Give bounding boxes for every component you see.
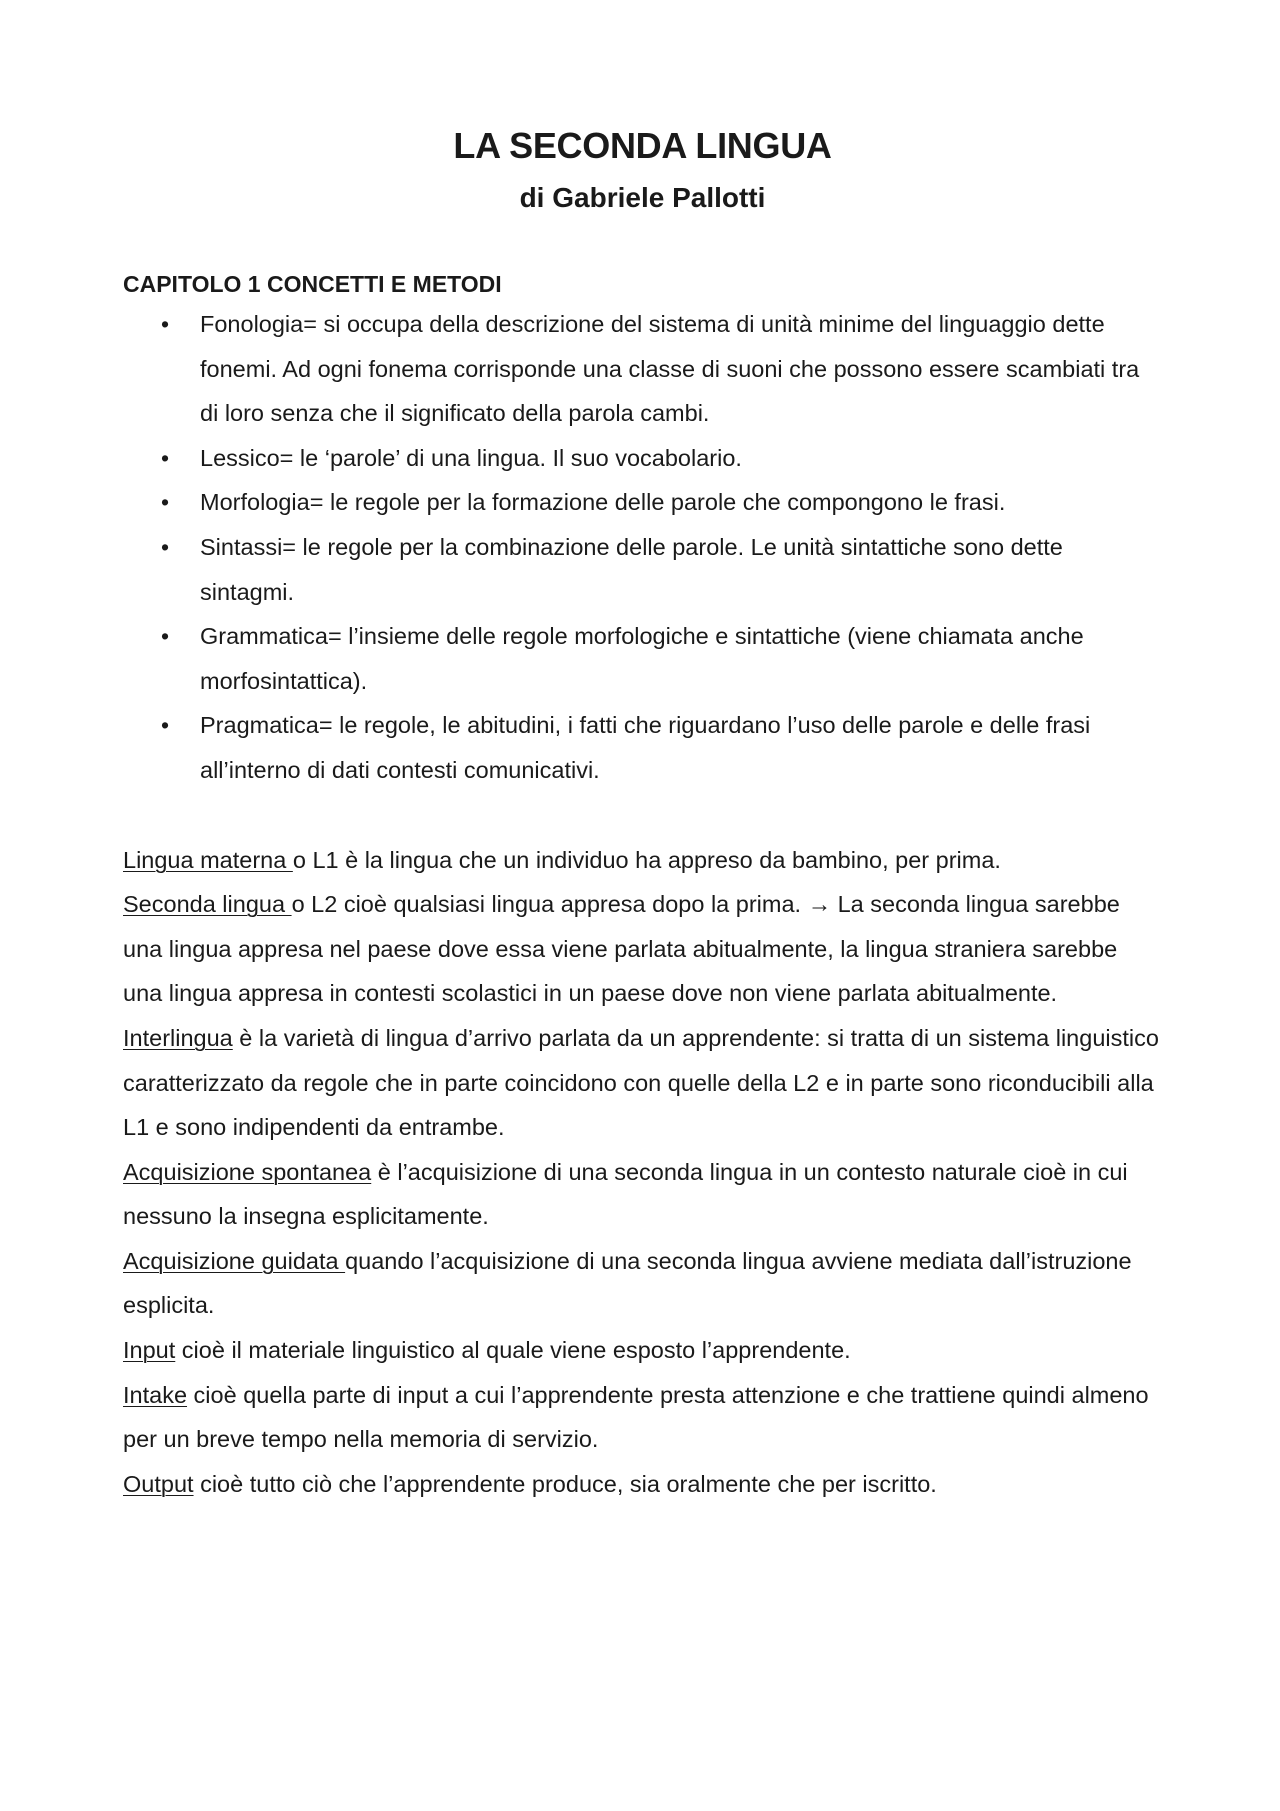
bullet-icon: • bbox=[161, 712, 170, 739]
concepts-list bbox=[123, 302, 1162, 793]
list-item bbox=[123, 703, 1162, 792]
definition-text: cioè il materiale linguistico al quale viene esposto l’apprendente. bbox=[175, 1337, 851, 1364]
definition-term: Output bbox=[123, 1470, 194, 1497]
definition-text: o L2 cioè qualsiasi lingua appresa dopo la prima. → La seconda lingua sarebbe una lingua appresa nel paese dove essa viene parlata abitualmente, la lingua straniera sarebbe una lingua appresa in contesti scolastici in un paese dove non viene parlata abitualmente. bbox=[123, 891, 1120, 1007]
definition-term: Input bbox=[123, 1337, 176, 1364]
list-item-text: Fonologia= si occupa della descrizione del sistema di unità minime del linguaggio dette fonemi. Ad ogni fonema corrisponde una classe di suoni che possono essere scambiati tra di loro senza che il significato della parola cambi. bbox=[200, 311, 1140, 427]
definition-output bbox=[123, 1462, 1162, 1507]
list-item-text: Morfologia= le regole per la formazione delle parole che compongono le frasi. bbox=[200, 489, 1006, 516]
bullet-icon: • bbox=[161, 444, 170, 471]
definition-interlingua bbox=[123, 1016, 1162, 1150]
definition-text: è l’acquisizione di una seconda lingua in un contesto naturale cioè in cui nessuno la insegna esplicitamente. bbox=[123, 1158, 1128, 1230]
definition-term: Acquisizione guidata bbox=[123, 1247, 346, 1274]
definition-input bbox=[123, 1328, 1162, 1373]
document-author: di Gabriele Pallotti bbox=[519, 182, 766, 213]
list-item bbox=[123, 614, 1162, 703]
definition-text: cioè quella parte di input a cui l’apprendente presta attenzione e che trattiene quindi almeno per un breve tempo nella memoria di servizio. bbox=[123, 1381, 1149, 1453]
bullet-icon: • bbox=[161, 623, 170, 650]
definition-term: Intake bbox=[123, 1381, 188, 1408]
list-item bbox=[123, 525, 1162, 614]
definition-seconda-lingua bbox=[123, 882, 1162, 1016]
definition-term: Acquisizione spontanea bbox=[123, 1158, 372, 1185]
list-item bbox=[123, 436, 1162, 481]
definition-lingua-materna bbox=[123, 838, 1162, 883]
definition-term: Lingua materna bbox=[123, 846, 293, 873]
definition-term: Interlingua bbox=[123, 1024, 233, 1051]
definition-acquisizione-guidata bbox=[123, 1239, 1162, 1328]
definition-intake bbox=[123, 1373, 1162, 1462]
definition-term: Seconda lingua bbox=[123, 891, 292, 918]
list-item-text: Grammatica= l’insieme delle regole morfologiche e sintattiche (viene chiamata anche morfosintattica). bbox=[200, 623, 1084, 694]
definition-text: cioè tutto ciò che l’apprendente produce, sia oralmente che per iscritto. bbox=[193, 1470, 937, 1497]
definitions-section bbox=[123, 838, 1162, 1507]
bullet-icon: • bbox=[161, 533, 170, 560]
list-item-text: Pragmatica= le regole, le abitudini, i fatti che riguardano l’uso delle parole e delle frasi all’interno di dati contesti comunicativi. bbox=[200, 712, 1091, 783]
list-item bbox=[123, 480, 1162, 525]
definition-text: quando l’acquisizione di una seconda lingua avviene mediata dall’istruzione esplicita. bbox=[123, 1247, 1132, 1319]
definition-text: o L1 è la lingua che un individuo ha appreso da bambino, per prima. bbox=[292, 846, 1001, 873]
chapter-heading: CAPITOLO 1 CONCETTI E METODI bbox=[123, 271, 502, 297]
bullet-icon: • bbox=[161, 311, 170, 337]
list-item-text: Sintassi= le regole per la combinazione delle parole. Le unità sintattiche sono dette sintagmi. bbox=[200, 533, 1063, 605]
definition-acquisizione-spontanea bbox=[123, 1150, 1162, 1239]
bullet-icon: • bbox=[161, 489, 170, 516]
list-item-text: Lessico= le ‘parole’ di una lingua. Il suo vocabolario. bbox=[200, 444, 742, 471]
list-item bbox=[123, 302, 1162, 436]
document-title: LA SECONDA LINGUA bbox=[453, 125, 832, 166]
definition-text: è la varietà di lingua d’arrivo parlata da un apprendente: si tratta di un sistema linguistico caratterizzato da regole che in parte coincidono con quelle della L2 e in parte sono riconducibili alla L1 e sono indipendenti da entrambe. bbox=[123, 1024, 1159, 1141]
